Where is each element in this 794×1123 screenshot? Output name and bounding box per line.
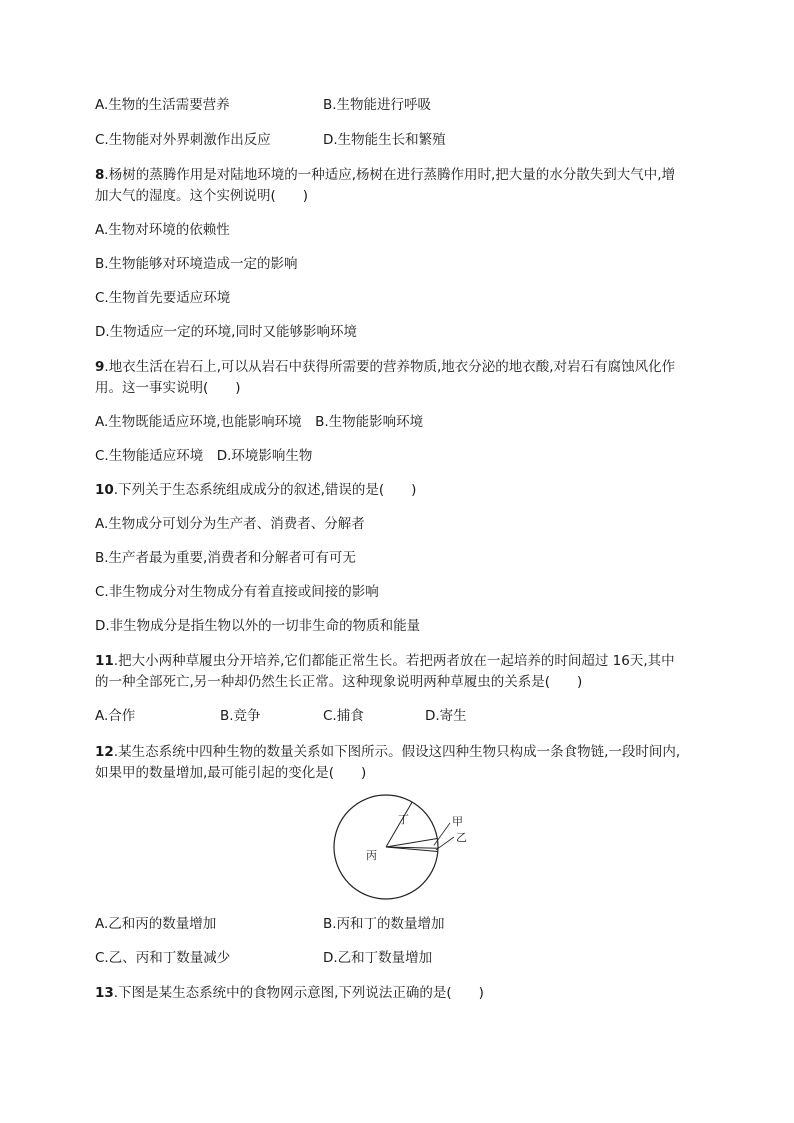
q10-option-d[interactable]: D.非生物成分是指生物以外的一切非生命的物质和能量 [95, 618, 421, 634]
q8-number: 8 [95, 167, 105, 183]
pie-slices [334, 795, 438, 899]
q10-number: 10 [95, 482, 114, 498]
q10-text: .下列关于生态系统组成成分的叙述,错误的是( ) [113, 482, 417, 498]
pie-label-丁: 丁 [398, 813, 409, 826]
q12-option-b[interactable]: B.丙和丁的数量增加 [323, 916, 445, 932]
q12-pie-chart [330, 790, 470, 905]
q12-stem-line2: 如果甲的数量增加,最可能引起的变化是( ) [95, 765, 367, 781]
q7-option-d[interactable]: D.生物能生长和繁殖 [323, 132, 446, 148]
pie-label-丙: 丙 [366, 849, 377, 862]
q8-option-d[interactable]: D.生物适应一定的环境,同时又能够影响环境 [95, 324, 357, 340]
q11-stem-line2: 的一种全部死亡,另一种却仍然生长正常。这种现象说明两种草履虫的关系是( ) [95, 674, 583, 690]
q7-option-a[interactable]: A.生物的生活需要营养 [95, 97, 230, 113]
q13-text: .下图是某生态系统中的食物网示意图,下列说法正确的是( ) [113, 985, 484, 1001]
q11-option-a[interactable]: A.合作 [95, 708, 136, 724]
q12-text-1: .某生态系统中四种生物的数量关系如下图所示。假设这四种生物只构成一条食物链,一段时间内, [113, 744, 681, 760]
q13-number: 13 [95, 985, 114, 1001]
q13-stem [95, 984, 484, 1002]
q11-option-c[interactable]: C.捕食 [323, 708, 364, 724]
q12-option-a[interactable]: A.乙和丙的数量增加 [95, 916, 217, 932]
q12-stem-line1 [95, 743, 680, 761]
q8-text-1: .杨树的蒸腾作用是对陆地环境的一种适应,杨树在进行蒸腾作用时,把大量的水分散失到大气中,增 [104, 167, 676, 183]
pie-label-甲: 甲 [452, 815, 463, 828]
q11-text-1: .把大小两种草履虫分开培养,它们都能正常生长。若把两者放在一起培养的时间超过 16天,其中 [113, 653, 675, 669]
q8-option-a[interactable]: A.生物对环境的依赖性 [95, 222, 230, 238]
q11-option-b[interactable]: B.竞争 [220, 708, 261, 724]
q9-options-cd[interactable]: C.生物能适应环境 D.环境影响生物 [95, 448, 313, 464]
q11-option-d[interactable]: D.寄生 [425, 708, 467, 724]
q11-number: 11 [95, 653, 114, 669]
q12-option-d[interactable]: D.乙和丁数量增加 [323, 950, 433, 966]
q9-stem-line2: 用。这一事实说明( ) [95, 380, 241, 396]
pie-label-乙: 乙 [456, 831, 467, 844]
q11-stem-line1 [95, 652, 675, 670]
q9-stem-line1 [95, 358, 675, 376]
q10-option-c[interactable]: C.非生物成分对生物成分有着直接或间接的影响 [95, 584, 379, 600]
q7-option-c[interactable]: C.生物能对外界刺激作出反应 [95, 132, 271, 148]
q12-option-c[interactable]: C.乙、丙和丁数量减少 [95, 950, 231, 966]
q12-number: 12 [95, 744, 114, 760]
q10-option-a[interactable]: A.生物成分可划分为生产者、消费者、分解者 [95, 516, 365, 532]
q8-option-b[interactable]: B.生物能够对环境造成一定的影响 [95, 256, 298, 272]
q10-stem [95, 481, 416, 499]
q9-number: 9 [95, 359, 105, 375]
q9-options-ab[interactable]: A.生物既能适应环境,也能影响环境 B.生物能影响环境 [95, 414, 424, 430]
q8-option-c[interactable]: C.生物首先要适应环境 [95, 290, 231, 306]
q8-stem-line2: 加大气的湿度。这个实例说明( ) [95, 188, 309, 204]
q7-option-b[interactable]: B.生物能进行呼吸 [323, 97, 432, 113]
q8-stem-line1 [95, 166, 675, 184]
q10-option-b[interactable]: B.生产者最为重要,消费者和分解者可有可无 [95, 550, 356, 566]
q9-text-1: .地衣生活在岩石上,可以从岩石中获得所需要的营养物质,地衣分泌的地衣酸,对岩石有腐蚀风化作 [104, 359, 676, 375]
